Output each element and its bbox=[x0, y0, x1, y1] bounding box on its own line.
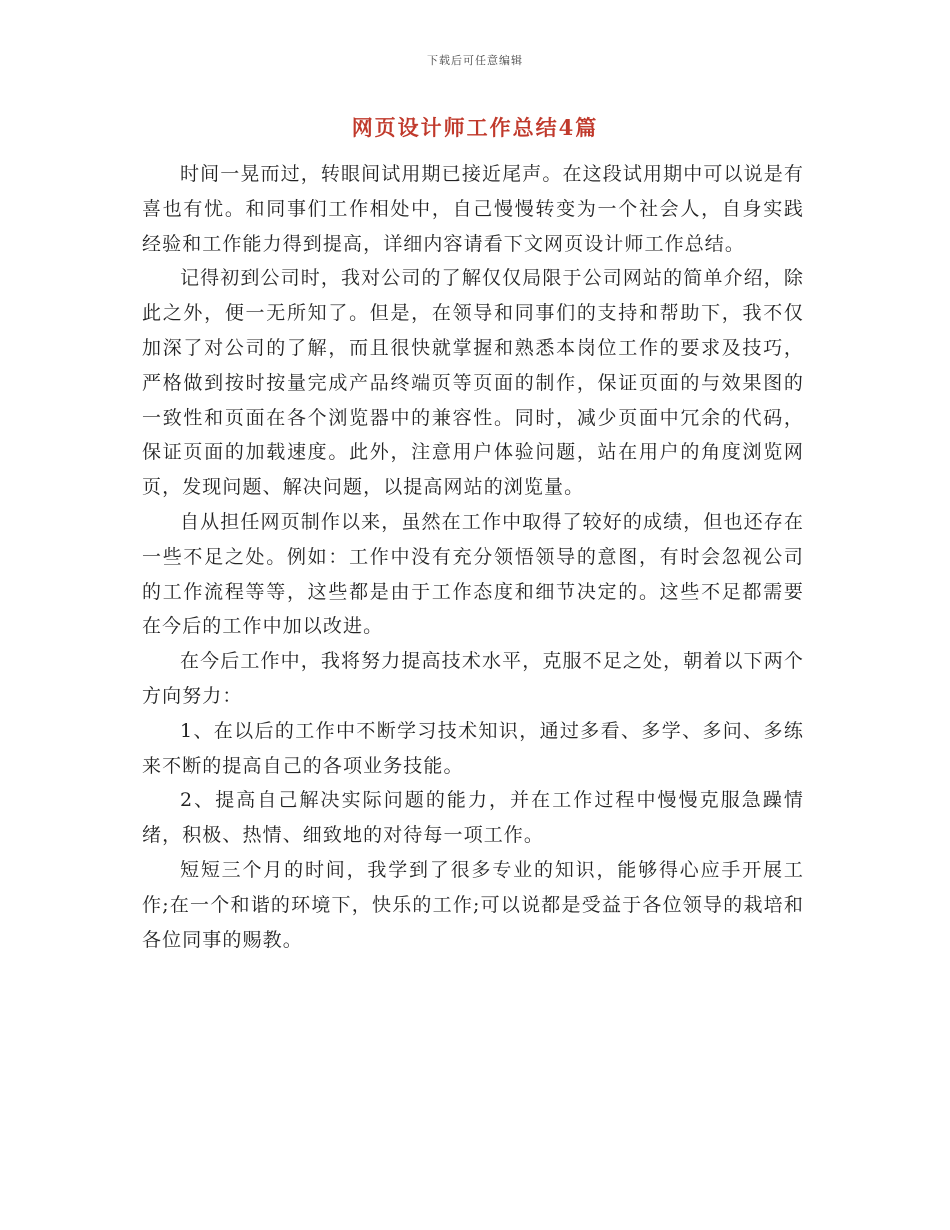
document-body bbox=[142, 157, 804, 957]
paragraph-intro: 时间一晃而过，转眼间试用期已接近尾声。在这段试用期中可以说是有喜也有忧。和同事们工作相处中，自己慢慢转变为一个社会人，自身实践经验和工作能力得到提高，详细内容请看下文网页设计师工作总结。 bbox=[142, 163, 804, 255]
header-note: 下载后可任意编辑 bbox=[427, 54, 523, 67]
paragraph-conclusion: 短短三个月的时间，我学到了很多专业的知识，能够得心应手开展工作;在一个和谐的环境下，快乐的工作;可以说都是受益于各位领导的栽培和各位同事的赐教。 bbox=[142, 858, 804, 951]
document-title: 网页设计师工作总结4篇 bbox=[351, 115, 599, 140]
paragraph-company-knowledge: 记得初到公司时，我对公司的了解仅仅局限于公司网站的简单介绍，除此之外，便一无所知了。但是，在领导和同事们的支持和帮助下，我不仅加深了对公司的了解，而且很快就掌握和熟悉本岗位工作的要求及技巧，严格做到按时按量完成产品终端页等页面的制作，保证页面的与效果图的一致性和页面在各个浏览器中的兼容性。同时，减少页面中冗余的代码，保证页面的加载速度。此外，注意用户体验问题，站在用户的角度浏览网页，发现问题、解决问题，以提高网站的浏览量。 bbox=[142, 267, 804, 499]
paragraph-shortcomings: 自从担任网页制作以来，虽然在工作中取得了较好的成绩，但也还存在一些不足之处。例如：工作中没有充分领悟领导的意图，有时会忽视公司的工作流程等等，这些都是由于工作态度和细节决定的。这些不足都需要在今后的工作中加以改进。 bbox=[142, 510, 804, 638]
paragraph-item-2: 2、提高自己解决实际问题的能力，并在工作过程中慢慢克服急躁情绪，积极、热情、细致地的对待每一项工作。 bbox=[142, 789, 804, 847]
paragraph-item-1: 1、在以后的工作中不断学习技术知识，通过多看、多学、多问、多练来不断的提高自己的各项业务技能。 bbox=[142, 719, 804, 777]
paragraph-future-directions: 在今后工作中，我将努力提高技术水平，克服不足之处，朝着以下两个方向努力： bbox=[142, 650, 804, 707]
